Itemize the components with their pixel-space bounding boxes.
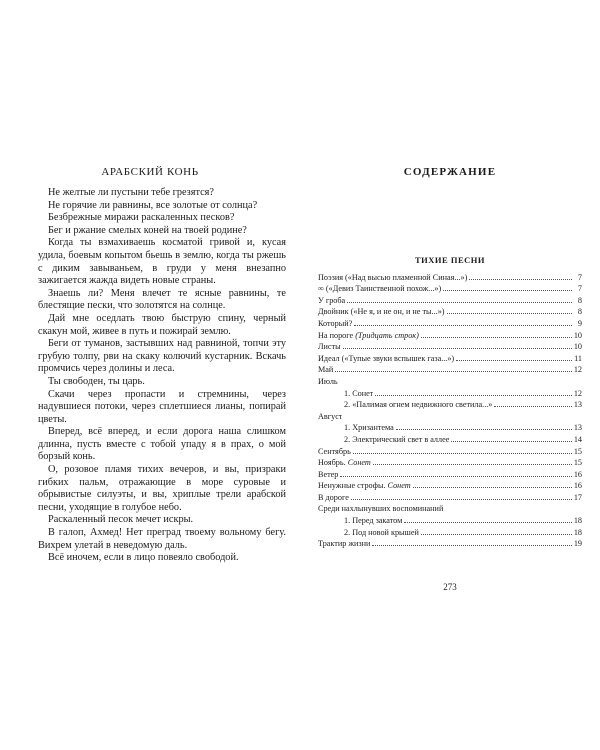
toc-leader-dots bbox=[375, 395, 571, 396]
toc-entry-page: 19 bbox=[573, 539, 582, 549]
toc-entry-label: Трактир жизни bbox=[318, 539, 371, 549]
poem-paragraph: Знаешь ли? Меня влечет те ясные равнины, те блестящие пески, что золотятся на солнце. bbox=[38, 287, 286, 312]
toc-entry-page: 18 bbox=[573, 516, 582, 526]
toc-entry bbox=[318, 398, 582, 410]
toc-entry-label: 1. Хризантема bbox=[344, 423, 394, 433]
toc-entry-label: Ноябрь. Сонет bbox=[318, 458, 371, 468]
toc-entry-label: Двойник («Не я, и не он, и не ты...») bbox=[318, 307, 445, 317]
toc-entry-page: 7 bbox=[577, 284, 582, 294]
toc-entry-page: 16 bbox=[573, 469, 582, 479]
poem-paragraph: Не горячие ли равнины, все золотые от солнца? bbox=[48, 199, 258, 211]
toc-entry-page: 9 bbox=[577, 318, 582, 328]
toc-entry bbox=[318, 316, 582, 328]
poem-paragraph: В галоп, Ахмед! Нет преград твоему вольному бегу. Вихрем улетай в неведомую даль. bbox=[38, 527, 286, 551]
page-number: 273 bbox=[443, 582, 457, 592]
poem-paragraph: Беги от туманов, застывших над равниной, топчи эту грубую толпу, рви на скаку колючий кустарник. Вскачь промчись через долины и леса. bbox=[38, 338, 286, 375]
toc-entry bbox=[318, 363, 582, 375]
toc-leader-dots bbox=[372, 545, 571, 546]
toc-entry bbox=[318, 270, 582, 282]
toc-entry bbox=[318, 282, 582, 294]
toc-section-title: ТИХИЕ ПЕСНИ bbox=[415, 255, 485, 265]
toc-entry-label: Который? bbox=[318, 318, 353, 328]
toc-leader-dots bbox=[413, 487, 572, 488]
toc-entry bbox=[318, 340, 582, 352]
toc-entry-page: 7 bbox=[577, 272, 582, 282]
toc-leader-dots bbox=[354, 325, 572, 326]
toc-entry-page: 12 bbox=[573, 388, 582, 398]
toc-entry-label: У гроба bbox=[318, 295, 346, 305]
poem-paragraph: Когда ты взмахиваешь косматой гривой и, кусая удила, боевым копытом бьешь в землю, когда ты ржешь с диким завываньем, в груди у меня внезапно зажигается жажда видеть новые страны. bbox=[38, 237, 286, 287]
toc-entry bbox=[318, 328, 582, 340]
toc-entry-page: 16 bbox=[573, 481, 582, 491]
toc-entry-label: Июль bbox=[318, 376, 338, 386]
toc-entry-page: 17 bbox=[573, 492, 582, 502]
poem-paragraph: Всё иночем, если в лицо повеяло свободой. bbox=[48, 552, 239, 564]
toc-entry-page: 14 bbox=[573, 434, 582, 444]
toc-entry-label: 1. Перед закатом bbox=[344, 516, 403, 526]
toc-leader-dots bbox=[443, 290, 572, 291]
toc-entry-page: 12 bbox=[573, 365, 582, 375]
toc-leader-dots bbox=[335, 371, 572, 372]
toc-entry bbox=[318, 479, 582, 491]
toc-entry-label: Идеал («Тупые звуки вспышек газа...») bbox=[318, 353, 455, 363]
toc-entry-page: 10 bbox=[573, 342, 582, 352]
toc-leader-dots bbox=[451, 441, 571, 442]
toc-entry-label: Ветер bbox=[318, 469, 339, 479]
toc-entry bbox=[318, 351, 582, 363]
toc-leader-dots bbox=[353, 453, 572, 454]
toc-entry bbox=[318, 456, 582, 468]
toc-entry-label: ∞ («Девиз Таинственной похож...») bbox=[318, 284, 442, 294]
toc-entry-label: Май bbox=[318, 365, 334, 375]
toc-leader-dots bbox=[456, 360, 572, 361]
toc-entry bbox=[318, 525, 582, 537]
toc-leader-dots bbox=[351, 499, 572, 500]
toc-leader-dots bbox=[421, 337, 572, 338]
poem-paragraph: Дай мне оседлать твою быструю спину, черный скакун мой, живее в путь и пожирай землю. bbox=[38, 312, 286, 337]
toc-entry bbox=[318, 386, 582, 398]
toc-leader-dots bbox=[396, 429, 572, 430]
toc-entry-page: 13 bbox=[573, 423, 582, 433]
poem-paragraph: Безбрежные миражи раскаленных песков? bbox=[48, 212, 235, 224]
toc-entry-label: 1. Сонет bbox=[344, 388, 374, 398]
toc-entry bbox=[318, 432, 582, 444]
toc-entry-page: 15 bbox=[573, 446, 582, 456]
toc-leader-dots bbox=[447, 313, 572, 314]
table-of-contents bbox=[318, 270, 582, 548]
toc-entry-label: Сентябрь bbox=[318, 446, 351, 456]
poem-paragraph: Вперед, всё вперед, и если дорога наша слишком длинна, пусть вместе с тобой упаду я в прах, о мой борзый конь. bbox=[38, 426, 286, 463]
toc-leader-dots bbox=[343, 348, 572, 349]
toc-entry-label: Листы bbox=[318, 342, 341, 352]
poem-paragraph: Бег и ржание смелых коней на твоей родине? bbox=[48, 224, 247, 236]
toc-entry-label: В дороге bbox=[318, 492, 349, 502]
toc-entry-page: 11 bbox=[574, 353, 582, 363]
toc-entry-page: 18 bbox=[573, 527, 582, 537]
toc-entry-label: Ненужные строфы. Сонет bbox=[318, 481, 411, 491]
toc-entry-label: Август bbox=[318, 411, 343, 421]
toc-leader-dots bbox=[421, 534, 572, 535]
poem-paragraph: Не желтые ли пустыни тебе грезятся? bbox=[48, 187, 214, 198]
toc-entry-page: 8 bbox=[577, 295, 582, 305]
toc-entry bbox=[318, 467, 582, 479]
toc-entry bbox=[318, 305, 582, 317]
toc-entry bbox=[318, 374, 582, 386]
toc-entry-label: 2. «Палимая огнем недвижного светила...» bbox=[344, 400, 493, 410]
toc-entry bbox=[318, 537, 582, 549]
right-page bbox=[300, 0, 600, 750]
toc-leader-dots bbox=[347, 302, 572, 303]
toc-entry-label: 2. Электрический свет в аллее bbox=[344, 434, 450, 444]
toc-entry-page: 8 bbox=[577, 307, 582, 317]
poem-title: АРАБСКИЙ КОНЬ bbox=[101, 166, 199, 178]
toc-entry-page: 10 bbox=[573, 330, 582, 340]
toc-leader-dots bbox=[340, 476, 571, 477]
toc-entry bbox=[318, 490, 582, 502]
toc-leader-dots bbox=[404, 522, 572, 523]
poem-paragraph: Раскаленный песок мечет искры. bbox=[48, 514, 194, 526]
toc-entry bbox=[318, 409, 582, 421]
toc-entry-label: На пороге (Тридцать строк) bbox=[318, 330, 419, 340]
toc-entry bbox=[318, 293, 582, 305]
toc-entry bbox=[318, 421, 582, 433]
toc-entry-page: 15 bbox=[573, 458, 582, 468]
poem-paragraph: Ты свободен, ты царь. bbox=[48, 375, 145, 387]
toc-entry-page: 13 bbox=[573, 400, 582, 410]
poem-paragraph: Скачи через пропасти и стремнины, через надувшиеся потоки, через сплетшиеся лианы, попирай цветы. bbox=[38, 388, 286, 425]
toc-title: СОДЕРЖАНИЕ bbox=[403, 166, 497, 178]
toc-leader-dots bbox=[469, 279, 572, 280]
toc-entry-label: Среди нахлынувших воспоминаний bbox=[318, 504, 444, 514]
toc-entry-label: Поэзия («Над высью пламенной Синая...») bbox=[318, 272, 468, 282]
toc-leader-dots bbox=[373, 464, 572, 465]
toc-entry-label: 2. Под новой крышей bbox=[344, 527, 419, 537]
poem-paragraph: О, розовое пламя тихих вечеров, и вы, призраки гибких пальм, отражающие в море суровые и обрывистые силуэты, и вы, хриплые трели арабской песни, уходящие в голубое небо. bbox=[38, 464, 286, 513]
toc-entry bbox=[318, 502, 582, 514]
toc-entry bbox=[318, 444, 582, 456]
toc-leader-dots bbox=[494, 406, 571, 407]
poem-text bbox=[38, 187, 286, 565]
toc-entry bbox=[318, 513, 582, 525]
